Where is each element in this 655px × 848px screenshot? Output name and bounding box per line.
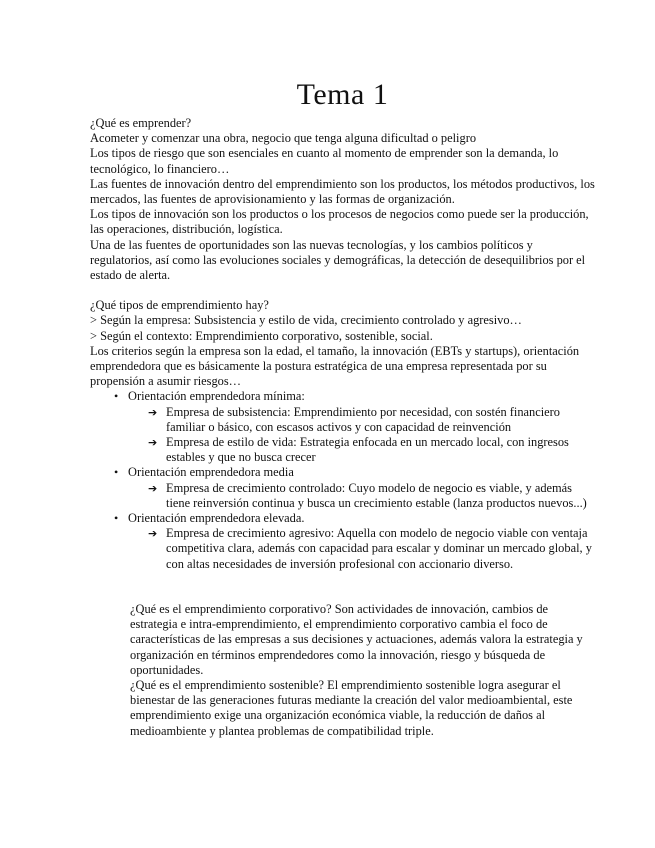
intro-innovation-types: Los tipos de innovación son los productos o los procesos de negocios como puede ser la producción, las operaciones, distribución, logística. xyxy=(90,207,589,237)
orientation-label: Orientación emprendedora elevada. xyxy=(128,511,305,526)
orientation-sublist xyxy=(128,405,595,466)
orientation-sublist xyxy=(128,526,595,572)
types-by-context: > Según el contexto: Emprendimiento corporativo, sostenible, social. xyxy=(90,328,433,343)
types-criteria: Los criterios según la empresa son la edad, el tamaño, la innovación (EBTs y startups), orientación emprendedora que es básicamente la postura estratégica de una empresa representada por su propensión a asumir riesgos… xyxy=(90,343,580,389)
intro-innovation-sources: Las fuentes de innovación dentro del emprendimiento son los productos, los métodos productivos, los mercados, las fuentes de aprovisionamiento y las formas de organización. xyxy=(90,176,595,207)
arrow-right-icon: ➔ xyxy=(148,405,158,419)
intro-risk-types: Los tipos de riesgo que son esenciales en cuanto al momento de emprender son la demanda, lo tecnológico, lo financiero… xyxy=(90,146,559,176)
orientation-item xyxy=(114,511,595,572)
arrow-right-icon: ➔ xyxy=(148,527,158,541)
types-question: ¿Qué tipos de emprendimiento hay? xyxy=(90,298,269,313)
arrow-right-icon: ➔ xyxy=(148,481,158,495)
subitem-text: Empresa de crecimiento agresivo: Aquella con modelo de negocio viable con ventaja competitiva clara, además con capacidad para escalar y dominar un mercado global, y con altas necesidades de inversión profesional con accionario diverso. xyxy=(166,526,592,571)
orientation-item xyxy=(114,389,595,465)
types-section xyxy=(90,298,595,389)
page-title: Tema 1 xyxy=(296,78,389,111)
orientation-subitem xyxy=(148,481,595,511)
orientation-item xyxy=(114,465,595,511)
spacer xyxy=(90,572,595,602)
intro-opportunity-sources: Una de las fuentes de oportunidades son las nuevas tecnologías, y los cambios políticos y regulatorios, así como las evoluciones sociales y demográficas, la detección de desequilibrios por el estado de alerta. xyxy=(90,237,586,283)
corporate-entrepreneurship-paragraph: ¿Qué es el emprendimiento corporativo? Son actividades de innovación, cambios de estrategia e intra-emprendimiento, el emprendimiento corporativo cambia el foco de características de las empresas a sus decisiones y actuaciones, además valora la estrategia y organización en términos emprendedores como la innovación, riesgo y búsqueda de oportunidades. xyxy=(130,601,583,677)
intro-definition: Acometer y comenzar una obra, negocio que tenga alguna dificultad o peligro xyxy=(90,131,477,146)
orientation-list xyxy=(90,389,595,571)
types-by-company: > Según la empresa: Subsistencia y estilo de vida, crecimiento controlado y agresivo… xyxy=(90,313,522,328)
arrow-right-icon: ➔ xyxy=(148,436,158,450)
subitem-text: Empresa de subsistencia: Emprendimiento por necesidad, con sostén financiero familiar o básico, con escasos activos y con capacidad de reinvención xyxy=(166,404,560,434)
orientation-sublist xyxy=(128,481,595,511)
sustainable-entrepreneurship-paragraph: ¿Qué es el emprendimiento sostenible? El emprendimiento sostenible logra asegurar el bienestar de las generaciones futuras mediante la creación del valor medioambiental, este emprendimiento exige una organización económica viable, la reducción de daños al medioambiente y plantea problemas de compatibilidad triple. xyxy=(130,677,573,738)
orientation-subitem xyxy=(148,405,595,435)
orientation-subitem xyxy=(148,435,595,465)
intro-section xyxy=(90,116,595,283)
subitem-text: Empresa de estilo de vida: Estrategia enfocada en un mercado local, con ingresos estables y que no busca crecer xyxy=(166,435,569,465)
orientation-label: Orientación emprendedora mínima: xyxy=(128,389,305,404)
intro-question: ¿Qué es emprender? xyxy=(90,116,192,130)
spacer xyxy=(90,283,595,298)
orientation-subitem xyxy=(148,526,595,572)
orientation-label: Orientación emprendedora media xyxy=(128,465,294,480)
subitem-text: Empresa de crecimiento controlado: Cuyo modelo de negocio es viable, y además tiene reinversión continua y busca un crecimiento estable (lanza productos nuevos...) xyxy=(166,480,587,510)
closing-section xyxy=(90,602,595,739)
